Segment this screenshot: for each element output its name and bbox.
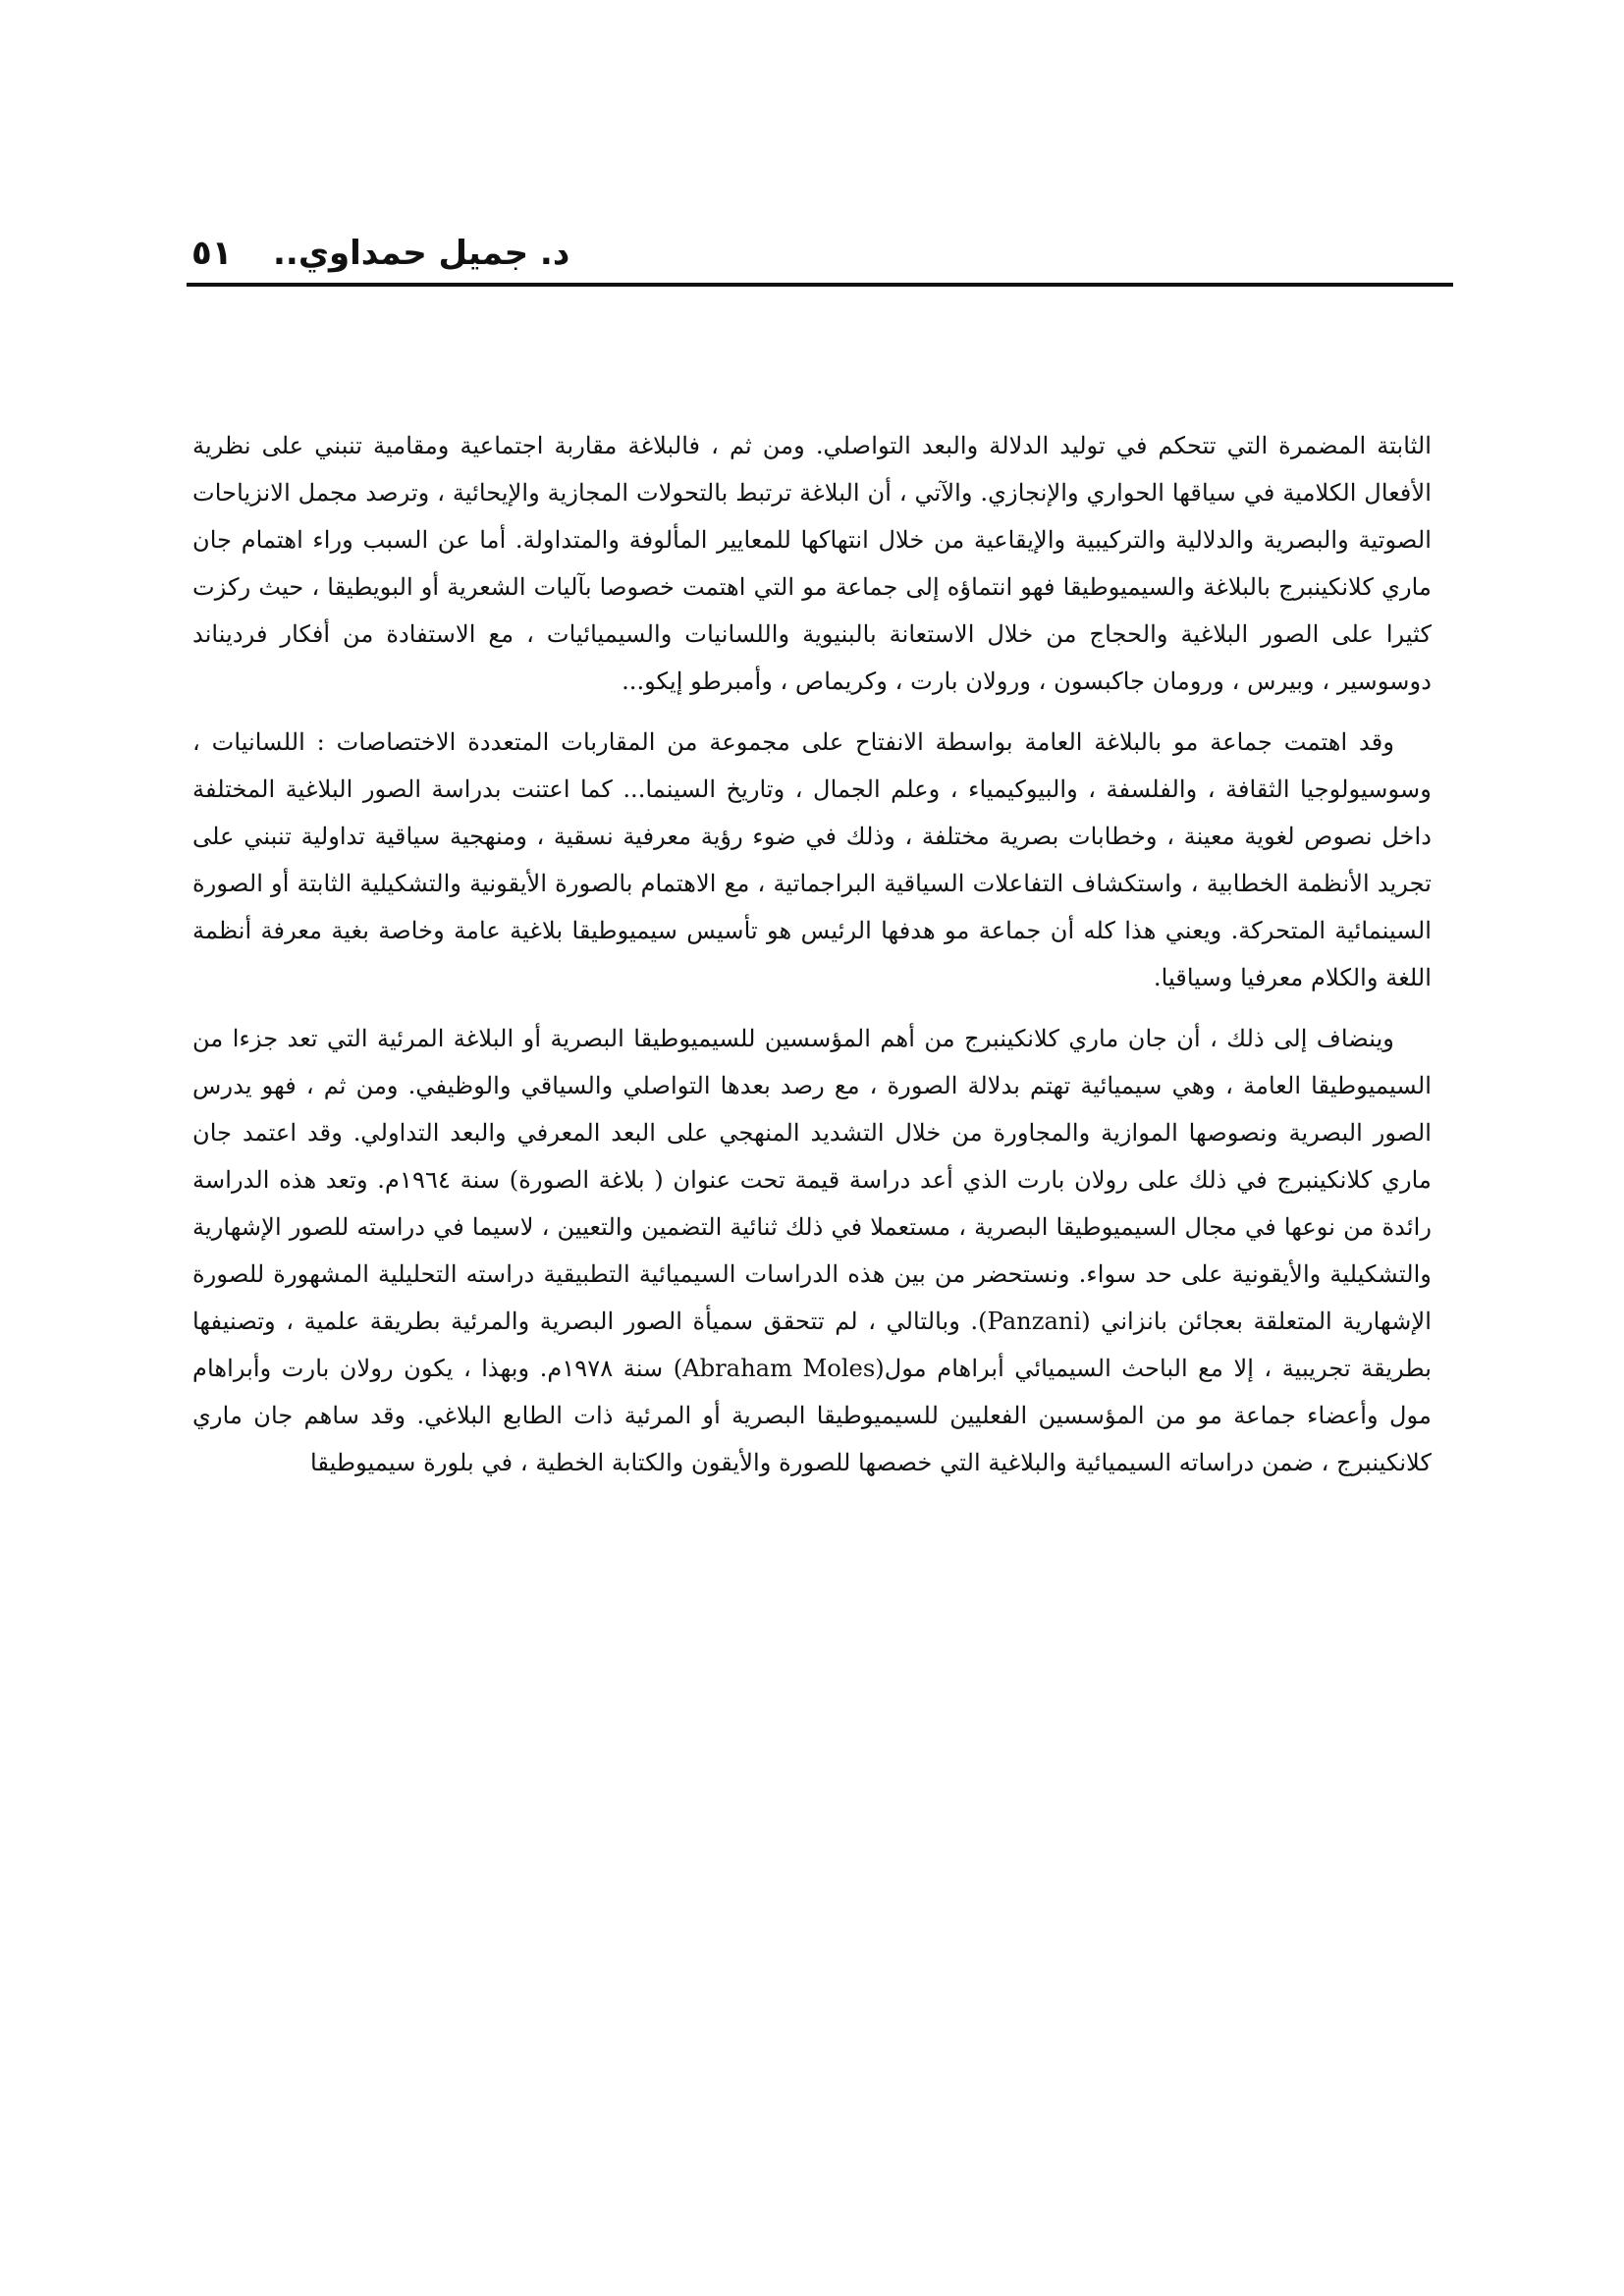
author-name: د. جميل حمداوي.. — [273, 234, 570, 273]
header-divider — [187, 283, 1453, 287]
paragraph: وقد اهتمت جماعة مو بالبلاغة العامة بواسطة الانفتاح على مجموعة من المقاربات المتعددة الاختصاصات : اللسانيات ، وسوسيولوجيا الثقافة ، والفلسفة ، والبيوكيمياء ، وعلم الجمال ، وتاريخ السينما... كما اعتنت بدراسة الصور البلاغية المختلفة داخل نصوص لغوية معينة ، وخطابات بصرية مختلفة ، وذلك في ضوء رؤية معرفية نسقية ، ومنهجية سياقية تداولية تنبني على تجريد الأنظمة الخطابية ، واستكشاف التفاعلات السياقية البراجماتية ، مع الاهتمام بالصورة الأيقونية والتشكيلية الثابتة أو الصورة السينمائية المتحركة. ويعني هذا كله أن جماعة مو هدفها الرئيس هو تأسيس سيميوطيقا بلاغية عامة وخاصة بغية معرفة أنظمة اللغة والكلام معرفيا وسياقيا. — [192, 728, 1432, 991]
page-header — [187, 224, 1453, 283]
body-text — [192, 422, 1432, 1500]
page-number: ٥١ — [191, 234, 233, 273]
paragraph: وينضاف إلى ذلك ، أن جان ماري كلانكينبرج من أهم المؤسسين للسيميوطيقا البصرية أو البلاغة المرئية التي تعد جزءا من السيميوطيقا العامة ، وهي سيميائية تهتم بدلالة الصورة ، مع رصد بعدها التواصلي والسياقي والوظيفي. ومن ثم ، فهو يدرس الصور البصرية ونصوصها الموازية والمجاورة من خلال التشديد المنهجي على البعد المعرفي والبعد التداولي. وقد اعتمد جان ماري كلانكينبرج في ذلك على رولان بارت الذي أعد دراسة قيمة تحت عنوان ( بلاغة الصورة) سنة ١٩٦٤م. وتعد هذه الدراسة رائدة من نوعها في مجال السيميوطيقا البصرية ، مستعملا في ذلك ثنائية التضمين والتعيين ، لاسيما في دراسته للصور الإشهارية والتشكيلية والأيقونية على حد سواء. ونستحضر من بين هذه الدراسات السيميائية التطبيقية دراسته التحليلية المشهورة للصورة الإشهارية المتعلقة بعجائن بانزاني (Panzani). وبالتالي ، لم تتحقق سميأة الصور البصرية والمرئية بطريقة علمية ، وتصنيفها بطريقة تجريبية ، إلا مع الباحث السيميائي أبراهام مول(Abraham Moles) سنة ١٩٧٨م. وبهذا ، يكون رولان بارت وأبراهام مول وأعضاء جماعة مو من المؤسسين الفعليين للسيميوطيقا البصرية أو المرئية ذات الطابع البلاغي. وقد ساهم جان ماري كلانكينبرج ، ضمن دراساته السيميائية والبلاغية التي خصصها للصورة والأيقون والكتابة الخطية ، في بلورة سيميوطيقا — [192, 1025, 1432, 1476]
paragraph: الثابتة المضمرة التي تتحكم في توليد الدلالة والبعد التواصلي. ومن ثم ، فالبلاغة مقاربة اجتماعية ومقامية تنبني على نظرية الأفعال الكلامية في سياقها الحواري والإنجازي. والآتي ، أن البلاغة ترتبط بالتحولات المجازية والإيحائية ، وترصد مجمل الانزياحات الصوتية والبصرية والدلالية والتركيبية والإيقاعية من خلال انتهاكها للمعايير المألوفة والمتداولة. أما عن السبب وراء اهتمام جان ماري كلانكينبرج بالبلاغة والسيميوطيقا فهو انتماؤه إلى جماعة مو التي اهتمت خصوصا بآليات الشعرية أو البويطيقا ، حيث ركزت كثيرا على الصور البلاغية والحجاج من خلال الاستعانة بالبنيوية واللسانيات والسيميائيات ، مع الاستفادة من أفكار فرديناند دوسوسير ، وبيرس ، ورومان جاكبسون ، ورولان بارت ، وكريماص ، وأمبرطو إيكو... — [192, 432, 1432, 695]
